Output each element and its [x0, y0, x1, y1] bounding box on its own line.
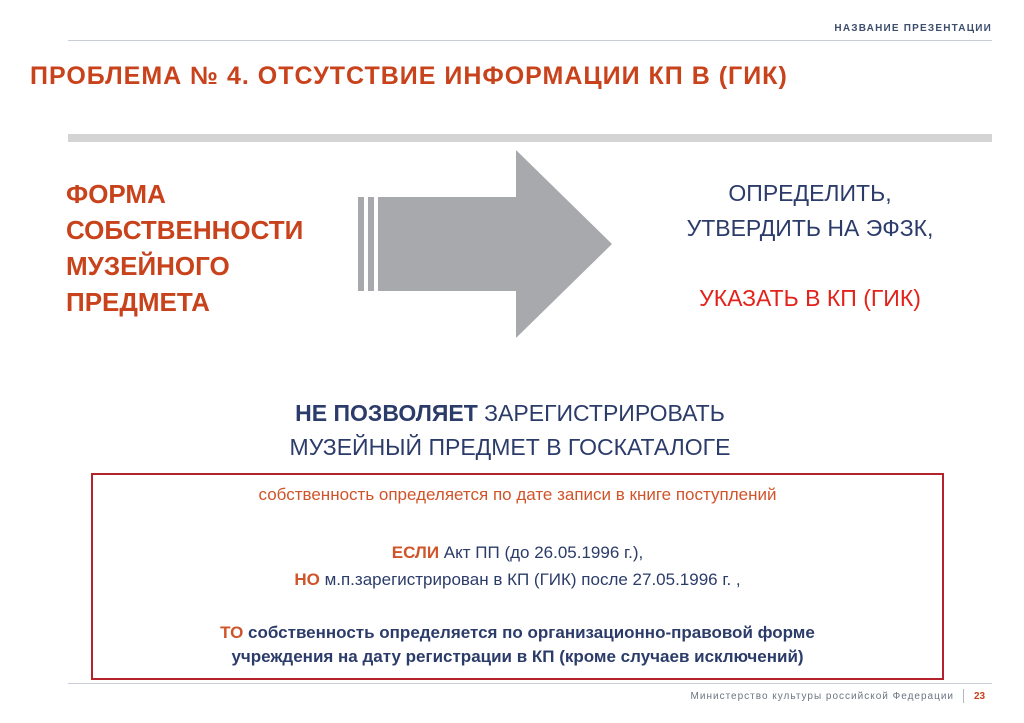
slide-title: ПРОБЛЕМА № 4. ОТСУТСТВИЕ ИНФОРМАЦИИ КП В (ГИК) [30, 62, 788, 90]
bottom-divider [68, 683, 992, 684]
title-underline-band [68, 134, 992, 142]
consequence-statement [160, 396, 860, 464]
statement-emphasis: НЕ ПОЗВОЛЯЕТ [295, 400, 478, 426]
right-arrow-icon [350, 150, 615, 338]
but-text: м.п.зарегистрирован в КП (ГИК) после 27.05.1996 г. , [319, 570, 741, 589]
statement-line-2: МУЗЕЙНЫЙ ПРЕДМЕТ В ГОСКАТАЛОГЕ [289, 434, 731, 460]
left-line-4: ПРЕДМЕТА [66, 287, 210, 317]
statement-rest: ЗАРЕГИСТРИРОВАТЬ [477, 400, 725, 426]
then-keyword: ТО [220, 623, 244, 642]
if-text: Акт ПП (до 26.05.1996 г.), [439, 543, 644, 562]
action-line-indicate: УКАЗАТЬ В КП (ГИК) [699, 285, 921, 311]
but-keyword: НО [294, 570, 320, 589]
footer-organization: Министерство культуры российской Федерации [690, 691, 954, 702]
rule-if-line [93, 543, 942, 563]
footer-separator [963, 689, 964, 703]
left-line-1: ФОРМА [66, 179, 166, 209]
rule-intro: собственность определяется по дате записи в книге поступлений [258, 485, 777, 504]
left-line-2: СОБСТВЕННОСТИ [66, 215, 304, 245]
top-divider [68, 40, 992, 41]
action-block [610, 176, 1010, 316]
rule-then-line-2: учреждения на дату регистрации в КП (кроме случаев исключений) [231, 647, 804, 666]
rule-but-line [93, 570, 942, 590]
presentation-name: НАЗВАНИЕ ПРЕЗЕНТАЦИИ [834, 23, 992, 34]
rule-then-line [93, 623, 942, 643]
action-line-approve: УТВЕРДИТЬ НА ЭФЗК, [686, 215, 934, 241]
then-text: собственность определяется по организационно-правовой форме [243, 623, 815, 642]
if-keyword: ЕСЛИ [391, 543, 440, 562]
rule-box [91, 473, 944, 680]
action-line-define: ОПРЕДЕЛИТЬ, [728, 180, 892, 206]
page-number: 23 [974, 691, 986, 702]
left-line-3: МУЗЕЙНОГО [66, 251, 230, 281]
property-form-label [66, 176, 303, 320]
